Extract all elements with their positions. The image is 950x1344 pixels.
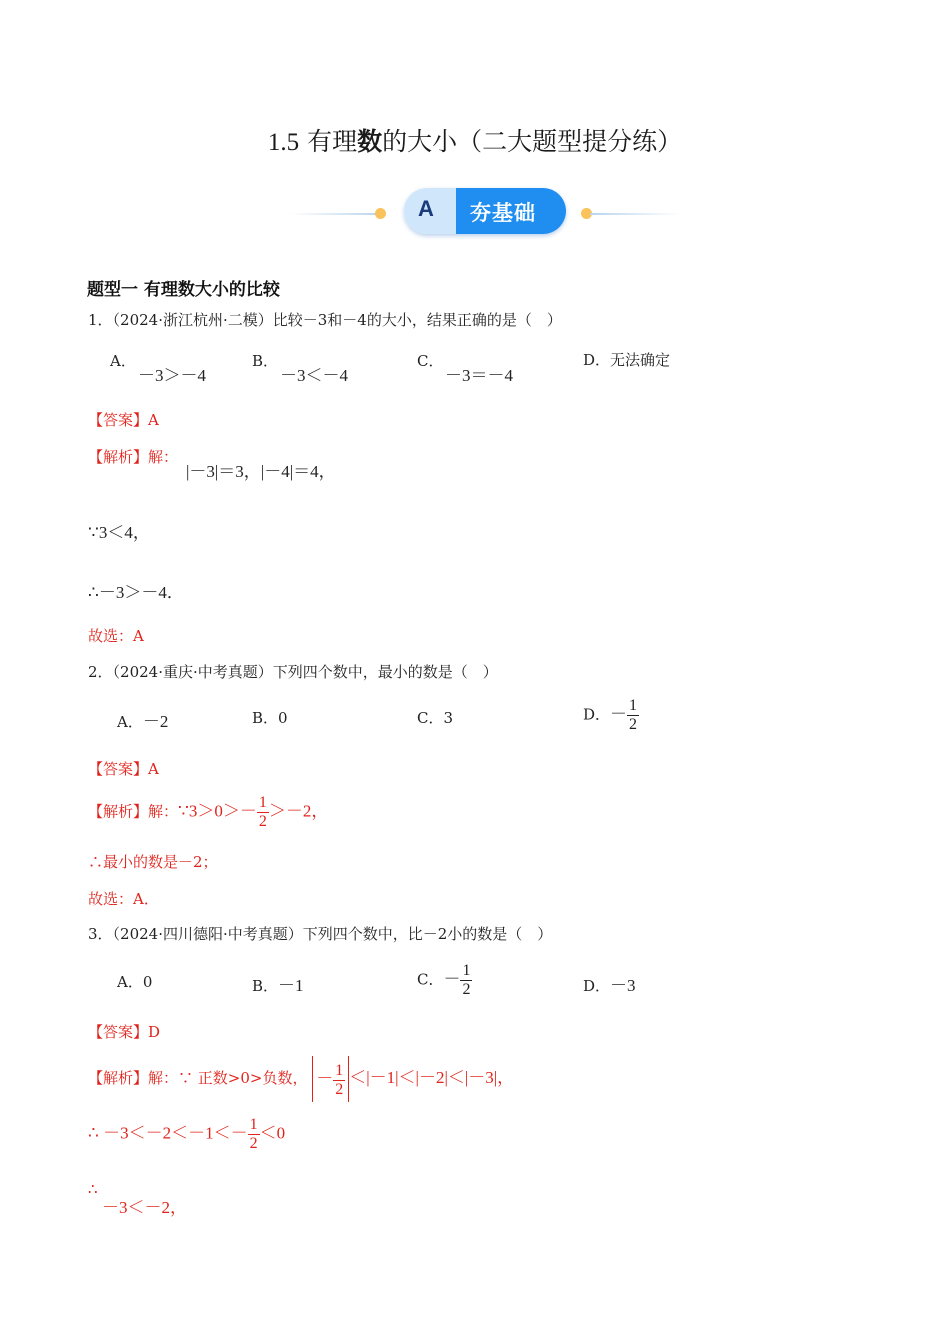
q2-option-b: B．0 [252, 709, 288, 727]
q2-line2: ∴最小的数是－2； [88, 853, 218, 871]
title-text-b: 的大小（二大题型提分练） [382, 127, 683, 156]
q3-line2-fraction: $\frac{1}{2}$ [249, 1116, 258, 1152]
q1-option-a: A． [110, 352, 136, 370]
q1-choose: 故选：A [88, 627, 144, 645]
q2-option-a: A．－2 [117, 712, 169, 731]
q3-line3: －3＜－2， [102, 1198, 187, 1217]
q3-abs-bracket: － $\frac{1}{2}$ [312, 1056, 349, 1102]
q1-answer: 【答案】A [88, 411, 159, 429]
q1-option-c-value: －3＝－4 [445, 366, 513, 385]
q3-option-a: A．0 [117, 973, 153, 991]
q1-option-c: C． [417, 352, 444, 370]
q1-analysis-label: 【解析】解： [88, 448, 179, 466]
q2-choose: 故选：A． [88, 890, 159, 908]
banner-label: 夯基础 [470, 201, 536, 225]
q3-option-c-fraction: $\frac{1}{2}$ [462, 962, 471, 998]
q3-option-b: B．－1 [252, 976, 304, 995]
title-text-emphasis: 数 [357, 127, 383, 156]
q3-option-c: C．－ $\frac{1}{2}$ [417, 962, 471, 998]
banner-line-left [290, 213, 380, 215]
title-number: 1.5 [267, 129, 300, 156]
q3-option-d: D．－3 [583, 976, 636, 995]
q2-answer: 【答案】A [88, 760, 159, 778]
q1-option-b: B． [252, 352, 279, 370]
banner-letter: A [418, 196, 434, 221]
q2-analysis-fraction: $\frac{1}{2}$ [258, 794, 267, 830]
q3-analysis: 【解析】解：∵ 正数>0>负数， － $\frac{1}{2}$ ＜|－1|＜|－2|＜|－3|， [88, 1056, 514, 1102]
q1-option-a-value: －3＞－4 [138, 366, 206, 385]
section-heading: 题型一 有理数大小的比较 [87, 280, 280, 300]
q1-option-b-value: －3＜－4 [280, 366, 348, 385]
q3-answer: 【答案】D [88, 1023, 161, 1041]
q2-option-d-fraction: $\frac{1}{2}$ [629, 697, 638, 733]
q2-option-c: C．3 [417, 709, 454, 727]
title-text-a: 有理 [307, 127, 358, 156]
page-title [0, 122, 950, 158]
q2-option-d: D．－ $\frac{1}{2}$ [583, 697, 638, 733]
q2-analysis: 【解析】解：∵3＞0＞－ $\frac{1}{2}$ ＞－2， [88, 794, 329, 830]
q3-abs-fraction: $\frac{1}{2}$ [335, 1061, 344, 1098]
banner-line-right [590, 213, 680, 215]
q1-because: ∵3＜4， [88, 523, 150, 542]
q1-stem: 1．（2024·浙江杭州·二模）比较－3和－4的大小，结果正确的是（ ） [88, 311, 562, 329]
q2-stem: 2．（2024·重庆·中考真题）下列四个数中，最小的数是（ ） [88, 663, 498, 681]
q1-option-d: D．无法确定 [583, 351, 671, 369]
q3-line2: ∴ －3＜－2＜－1＜－ $\frac{1}{2}$ ＜0 [88, 1116, 286, 1152]
q3-line3-symbol: ∴ [88, 1180, 98, 1198]
section-banner [404, 188, 566, 234]
banner-dot-left [375, 208, 386, 219]
q3-stem: 3．（2024·四川德阳·中考真题）下列四个数中，比－2小的数是（ ） [88, 925, 553, 943]
q1-therefore: ∴－3＞－4． [88, 583, 184, 602]
q1-analysis-math: |－3|＝3，|－4|＝4， [186, 462, 336, 481]
